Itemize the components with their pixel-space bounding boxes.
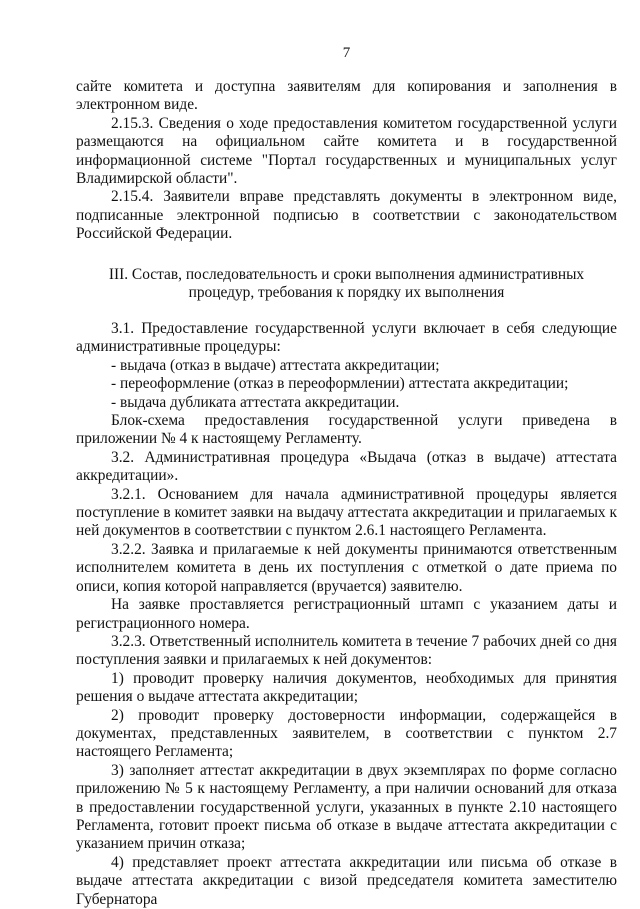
paragraph-stamp: На заявке проставляется регистрационный штамп с указанием даты и регистрационного номера. bbox=[76, 596, 617, 632]
section-heading-line-1: III. Состав, последовательность и сроки выполнения административных bbox=[108, 266, 585, 283]
paragraph-2-15-3: 2.15.3. Сведения о ходе предоставления комитетом государственной услуги размещаются на официальном сайте комитета и в государственной информационной системе "Портал государственных и муниципальных услуг Владимирской области". bbox=[76, 114, 617, 188]
paragraph-continued: сайте комитета и доступна заявителям для копирования и заполнения в электронном виде. bbox=[76, 78, 617, 114]
paragraph-flowchart: Блок-схема предоставления государственной услуги приведена в приложении № 4 к настоящему Регламенту. bbox=[76, 412, 617, 448]
section-heading-line-2: процедур, требования к порядку их выполнения bbox=[188, 284, 505, 302]
list-item-1: - выдача (отказ в выдаче) аттестата аккредитации; bbox=[111, 356, 440, 374]
section-heading bbox=[76, 266, 617, 303]
list-item-3: - выдача дубликата аттестата аккредитации. bbox=[111, 393, 400, 411]
paragraph-3-1: 3.1. Предоставление государственной услуги включает в себя следующие административные процедуры: bbox=[76, 320, 617, 356]
page-number: 7 bbox=[342, 45, 351, 61]
paragraph-3-2-3: 3.2.3. Ответственный исполнитель комитета в течение 7 рабочих дней со дня поступления заявки и прилагаемых к ней документов: bbox=[76, 632, 617, 669]
numbered-item-3: 3) заполняет аттестат аккредитации в двух экземплярах по форме согласно приложению № 5 к настоящему Регламенту, а при наличии оснований для отказа в предоставлении государственной услуги, указанных в пункте 2.10 настоящего Регламента, готовит проект письма об отказе в выдаче аттестата аккредитации с указанием причин отказа; bbox=[76, 761, 617, 853]
numbered-item-1: 1) проводит проверку наличия документов, необходимых для принятия решения о выдаче аттестата аккредитации; bbox=[76, 669, 617, 706]
numbered-item-2: 2) проводит проверку достоверности информации, содержащейся в документах, представленных заявителем, в соответствии с пунктом 2.7 настоящего Регламента; bbox=[76, 706, 617, 761]
paragraph-3-2: 3.2. Административная процедура «Выдача (отказ в выдаче) аттестата аккредитации». bbox=[76, 448, 617, 485]
list-item-2: - переоформление (отказ в переоформлении) аттестата аккредитации; bbox=[111, 375, 569, 393]
numbered-item-4: 4) представляет проект аттестата аккредитации или письма об отказе в выдаче аттестата аккредитации с визой председателя комитета заместителю Губернатора bbox=[76, 853, 617, 908]
paragraph-3-2-2: 3.2.2. Заявка и прилагаемые к ней документы принимаются ответственным исполнителем комитета в день их поступления с отметкой о дате приема по описи, копия которой направляется (вручается) заявителю. bbox=[76, 540, 617, 595]
paragraph-3-2-1: 3.2.1. Основанием для начала административной процедуры является поступление в комитет заявки на выдачу аттестата аккредитации и прилагаемых к ней документов в соответствии с пунктом 2.6.1 настоящего Регламента. bbox=[76, 485, 617, 540]
main-text-block bbox=[76, 320, 617, 909]
top-text-block bbox=[76, 78, 617, 244]
paragraph-2-15-4: 2.15.4. Заявители вправе представлять документы в электронном виде, подписанные электронной подписью в соответствии с законодательством Российской Федерации. bbox=[76, 188, 617, 243]
